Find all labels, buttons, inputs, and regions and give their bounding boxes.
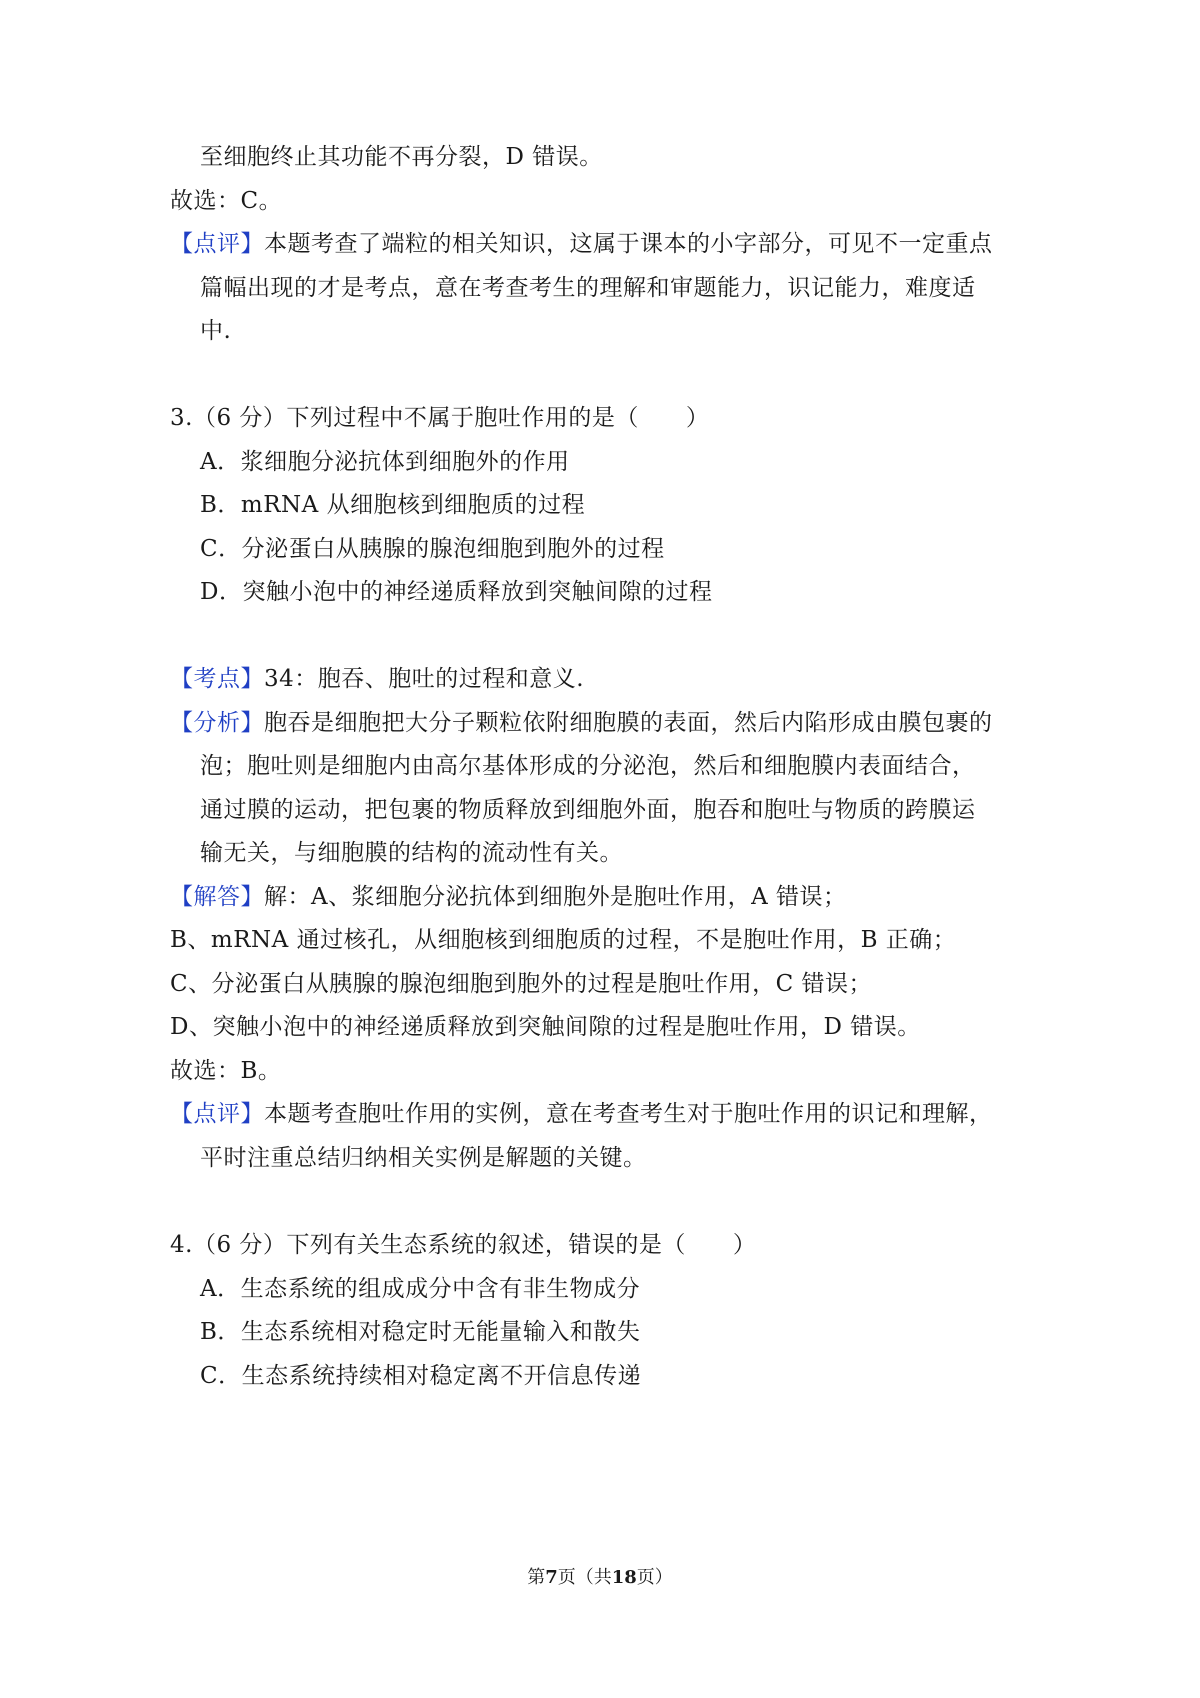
q3-jieda-line-3: C、分泌蛋白从胰腺的腺泡细胞到胞外的过程是胞吐作用，C 错误； [170, 971, 873, 997]
q3-option-b: B．mRNA 从细胞核到细胞质的过程 [200, 492, 586, 518]
q3-stem: 3.（6 分）下列过程中不属于胞吐作用的是（ ） [170, 405, 710, 431]
fenxi-tag: 【分析】 [170, 710, 264, 736]
footer-suffix: 页） [636, 1567, 673, 1588]
q3-jieda-line-4: D、突触小泡中的神经递质释放到突触间隙的过程是胞吐作用，D 错误。 [170, 1014, 921, 1040]
kaodian-tag: 【考点】 [170, 666, 264, 692]
q3-dianping-line-2: 平时注重总结归纳相关实例是解题的关键。 [200, 1145, 647, 1171]
q4-option-c: C．生态系统持续相对稳定离不开信息传递 [200, 1363, 642, 1389]
fenxi-text-1: 胞吞是细胞把大分子颗粒依附细胞膜的表面，然后内陷形成由膜包裹的 [264, 710, 993, 736]
q3-dianping-line-1 [170, 1099, 993, 1129]
prev-comment-line-3: 中. [200, 318, 232, 344]
q3-option-d: D．突触小泡中的神经递质释放到突触间隙的过程 [200, 579, 713, 605]
prev-comment-line-1 [170, 229, 993, 259]
prev-choice: 故选：C。 [170, 188, 283, 214]
prev-comment-line-2: 篇幅出现的才是考点，意在考查考生的理解和审题能力，识记能力，难度适 [200, 275, 976, 301]
q3-fenxi-line-4: 输无关，与细胞膜的结构的流动性有关。 [200, 840, 623, 866]
q3-option-c: C．分泌蛋白从胰腺的腺泡细胞到胞外的过程 [200, 536, 665, 562]
q3-option-a: A．浆细胞分泌抗体到细胞外的作用 [200, 449, 570, 475]
q3-jieda-line-1 [170, 882, 847, 912]
q3-kaodian [170, 664, 584, 694]
comment-tag: 【点评】 [170, 231, 264, 257]
comment-text: 本题考查了端粒的相关知识，这属于课本的小字部分，可见不一定重点 [264, 231, 993, 257]
q3-choice: 故选：B。 [170, 1058, 282, 1084]
footer-page-number: 7 [545, 1567, 558, 1588]
q3-fenxi-line-2: 泡；胞吐则是细胞内由高尔基体形成的分泌泡，然后和细胞膜内表面结合， [200, 753, 976, 779]
jieda-text-1: 解：A、浆细胞分泌抗体到细胞外是胞吐作用，A 错误； [264, 884, 847, 910]
q3-jieda-line-2: B、mRNA 通过核孔，从细胞核到细胞质的过程，不是胞吐作用，B 正确； [170, 927, 957, 953]
q3-fenxi-line-3: 通过膜的运动，把包裹的物质释放到细胞外面，胞吞和胞吐与物质的跨膜运 [200, 797, 976, 823]
answer-continuation: 至细胞终止其功能不再分裂，D 错误。 [200, 144, 603, 170]
q4-option-a: A．生态系统的组成成分中含有非生物成分 [200, 1276, 641, 1302]
kaodian-text: 34：胞吞、胞吐的过程和意义. [264, 666, 585, 692]
jieda-tag: 【解答】 [170, 884, 264, 910]
dianping-text-1: 本题考查胞吐作用的实例，意在考查考生对于胞吐作用的识记和理解， [264, 1101, 993, 1127]
footer-total-pages: 18 [611, 1567, 637, 1588]
footer-middle: 页（共 [557, 1567, 612, 1588]
q4-stem: 4.（6 分）下列有关生态系统的叙述，错误的是（ ） [170, 1232, 757, 1258]
dianping-tag: 【点评】 [170, 1101, 264, 1127]
footer-prefix: 第 [527, 1567, 546, 1588]
q4-option-b: B．生态系统相对稳定时无能量输入和散失 [200, 1319, 641, 1345]
q3-fenxi-line-1 [170, 708, 993, 738]
page-footer [0, 1566, 1200, 1590]
